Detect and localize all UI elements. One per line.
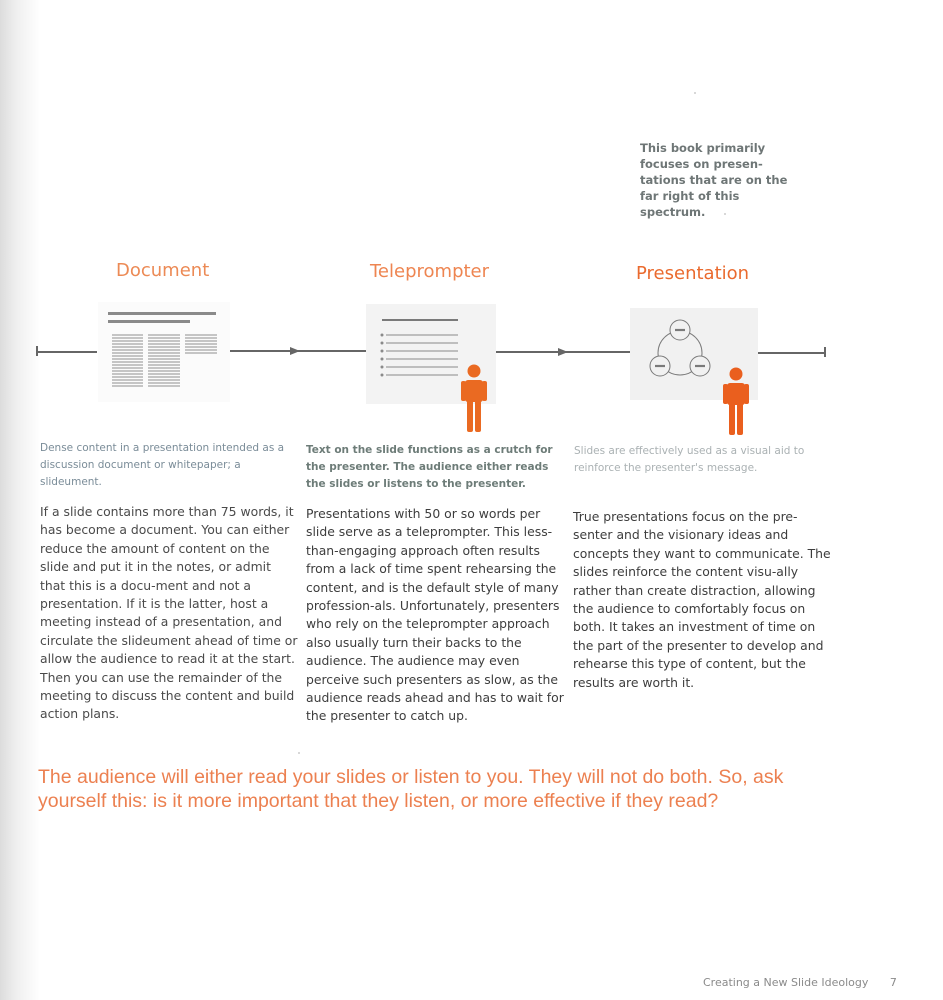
stage-heading-presentation: Presentation xyxy=(636,263,750,284)
page-footer xyxy=(703,976,897,989)
dense-document-slide-icon xyxy=(98,302,230,402)
arrow-right-icon xyxy=(290,347,300,355)
stage-body-teleprompter: Presentations with 50 or so words per slide serve as a teleprompter. This less-than-engaging approach often results from a lack of time spent rehearsing the content, and is the default style of many profession-als. Unfortunately, presenters who rely on the teleprompter approach also usually turn their backs to the audience. The audience may even perceive such presenters as slow, as the audience reads ahead and has to wait for the presenter to catch up. xyxy=(306,506,564,724)
pull-quote: The audience will either read your slides or listen to you. They will not do both. So, ask yourself this: is it more important that they listen, or more effective if they read? xyxy=(38,766,784,812)
text-columns xyxy=(98,302,230,402)
spectrum-segment xyxy=(37,351,97,353)
stage-heading-teleprompter: Teleprompter xyxy=(370,261,490,282)
spectrum-end-tick xyxy=(824,347,826,357)
arrow-right-icon xyxy=(558,348,568,356)
running-head: Creating a New Slide Ideology xyxy=(703,976,869,989)
spectrum-segment xyxy=(758,352,825,354)
scan-speck xyxy=(694,92,696,94)
scan-speck xyxy=(298,752,300,754)
stage-summary-presentation: Slides are effectively used as a visual aid to reinforce the presenter's message. xyxy=(574,445,805,474)
margin-callout: This book primarily focuses on presen-tations that are on the far right of this spectrum. xyxy=(640,141,788,219)
stage-summary-teleprompter: Text on the slide functions as a crutch for the presenter. The audience either reads the slides or listens to the presenter. xyxy=(306,444,553,490)
stage-body-document: If a slide contains more than 75 words, it has become a document. You can either reduce the amount of content on the slide and put it in the notes, or admit that this is a docu-ment and not a presentation. If it is the latter, host a meeting instead of a presentation, and circulate the slideument ahead of time or allow the audience to read it at the start. Then you can use the remainder of the meeting to discuss the content and build action plans. xyxy=(40,504,298,722)
stage-summary-document: Dense content in a presentation intended as a discussion document or whitepaper; a slideument. xyxy=(40,442,285,488)
page-gutter-shadow xyxy=(0,0,40,1000)
scan-speck xyxy=(724,213,726,215)
page-number: 7 xyxy=(889,976,897,989)
stage-body-presentation: True presentations focus on the pre-senter and the visionary ideas and concepts they want to communicate. The slides reinforce the content visu-ally rather than create distraction, allowing the audience to comfortably focus on both. It takes an investment of time on the part of the presenter to develop and rehearse this type of content, but the results are worth it. xyxy=(573,509,831,690)
stage-heading-document: Document xyxy=(116,260,210,281)
presenter-person-icon xyxy=(720,367,752,437)
presenter-person-icon xyxy=(458,364,490,434)
